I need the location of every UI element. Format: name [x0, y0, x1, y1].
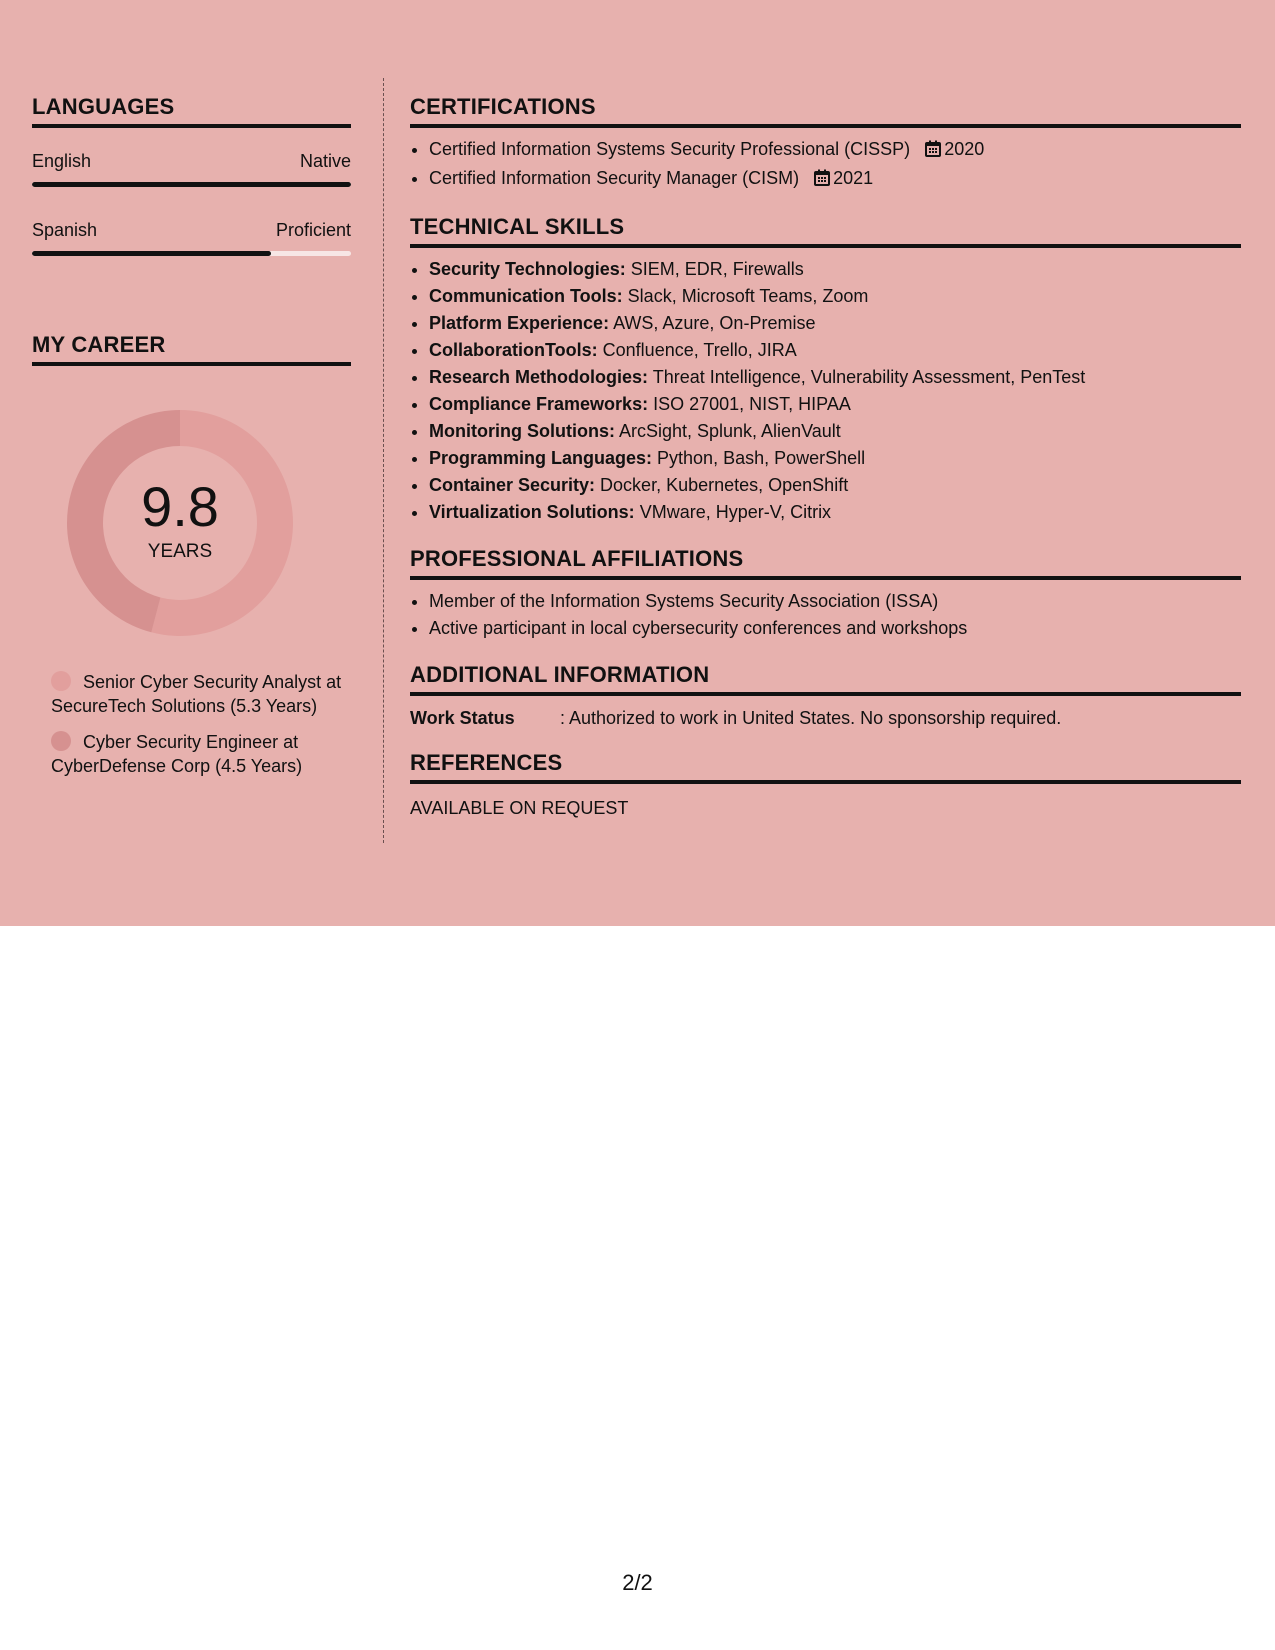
skill-item: [429, 310, 1241, 337]
career-heading: MY CAREER: [32, 332, 351, 366]
language-item-spanish: [32, 219, 351, 256]
additional-info-section: [410, 662, 1241, 730]
skill-value: Docker, Kubernetes, OpenShift: [595, 475, 849, 495]
language-item-english: [32, 150, 351, 187]
references-heading: REFERENCES: [410, 750, 1241, 784]
skill-value: VMware, Hyper-V, Citrix: [634, 502, 832, 522]
language-proficiency-bar: [32, 251, 351, 256]
technical-skills-list: [410, 256, 1241, 526]
certifications-section: [410, 94, 1241, 194]
references-section: [410, 750, 1241, 820]
skill-item: [429, 337, 1241, 364]
skill-value: SIEM, EDR, Firewalls: [625, 259, 804, 279]
skill-label: Programming Languages:: [429, 448, 653, 468]
skill-item: [429, 445, 1241, 472]
career-entry: [51, 670, 351, 718]
skill-label: Container Security:: [429, 475, 596, 495]
affiliations-section: [410, 546, 1241, 642]
skill-item: [429, 472, 1241, 499]
column-divider: [383, 78, 384, 843]
career-total-unit: YEARS: [147, 541, 213, 562]
skill-label: Monitoring Solutions:: [429, 421, 615, 441]
certification-name: Certified Information Security Manager (CISM): [429, 168, 800, 188]
skill-value: Python, Bash, PowerShell: [652, 448, 866, 468]
skill-label: Platform Experience:: [429, 313, 610, 333]
technical-skills-heading: TECHNICAL SKILLS: [410, 214, 1241, 248]
skill-item: [429, 364, 1241, 391]
career-legend: [32, 670, 351, 778]
skill-value: Confluence, Trello, JIRA: [597, 340, 797, 360]
certification-item: [429, 136, 1241, 165]
certification-item: [429, 165, 1241, 194]
language-name: Spanish: [32, 220, 98, 240]
career-total-value: 9.8: [141, 475, 219, 538]
calendar-icon: [814, 167, 830, 194]
donut-center-label: [65, 408, 295, 638]
affiliation-item: • Active participant in local cybersecurity conferences and workshops: [429, 615, 1241, 642]
skill-label: Security Technologies:: [429, 259, 626, 279]
affiliations-list: [410, 588, 1241, 642]
skill-item: [429, 283, 1241, 310]
language-proficiency-fill: [32, 182, 351, 187]
skill-label: CollaborationTools:: [429, 340, 598, 360]
skill-value: AWS, Azure, On-Premise: [609, 313, 816, 333]
skill-item: [429, 256, 1241, 283]
career-entry-text: Cyber Security Engineer at CyberDefense Corp (4.5 Years): [51, 732, 303, 776]
certification-year: 2020: [944, 139, 985, 159]
skill-item: [429, 499, 1241, 526]
affiliations-heading: PROFESSIONAL AFFILIATIONS: [410, 546, 1241, 580]
certifications-list: [410, 136, 1241, 194]
references-text: AVAILABLE ON REQUEST: [410, 798, 629, 818]
career-entry-text: Senior Cyber Security Analyst at SecureTech Solutions (5.3 Years): [51, 672, 342, 716]
skill-label: Virtualization Solutions:: [429, 502, 635, 522]
skill-item: [429, 418, 1241, 445]
career-entry: [51, 730, 351, 778]
skill-value: ArcSight, Splunk, AlienVault: [614, 421, 841, 441]
career-dot-icon: [51, 731, 71, 751]
skill-label: Communication Tools:: [429, 286, 623, 306]
skill-value: Threat Intelligence, Vulnerability Assessment, PenTest: [648, 367, 1086, 387]
career-donut-chart: [65, 408, 295, 638]
certification-year: 2021: [833, 168, 874, 188]
calendar-icon: [925, 138, 941, 165]
skill-item: [429, 391, 1241, 418]
certifications-heading: CERTIFICATIONS: [410, 94, 1241, 128]
skill-value: ISO 27001, NIST, HIPAA: [648, 394, 851, 414]
language-level: Proficient: [275, 220, 351, 240]
language-level: Native: [299, 151, 351, 171]
skill-label: Compliance Frameworks:: [429, 394, 649, 414]
affiliation-item: • Member of the Information Systems Security Association (ISSA): [429, 588, 1241, 615]
page-number: 2/2: [622, 1570, 653, 1595]
work-status-value: : Authorized to work in United States. No sponsorship required.: [560, 708, 1062, 728]
work-status-label: Work Status: [410, 708, 515, 728]
language-proficiency-bar: [32, 182, 351, 187]
additional-info-heading: ADDITIONAL INFORMATION: [410, 662, 1241, 696]
technical-skills-section: [410, 214, 1241, 526]
skill-value: Slack, Microsoft Teams, Zoom: [622, 286, 869, 306]
language-name: English: [32, 151, 92, 171]
certification-name: Certified Information Systems Security Professional (CISSP): [429, 139, 911, 159]
skill-label: Research Methodologies:: [429, 367, 649, 387]
right-column: [410, 94, 1241, 820]
career-dot-icon: [51, 671, 71, 691]
language-proficiency-fill: [32, 251, 271, 256]
left-column: [32, 94, 351, 790]
languages-heading: LANGUAGES: [32, 94, 351, 128]
work-status-row: [410, 706, 1241, 730]
